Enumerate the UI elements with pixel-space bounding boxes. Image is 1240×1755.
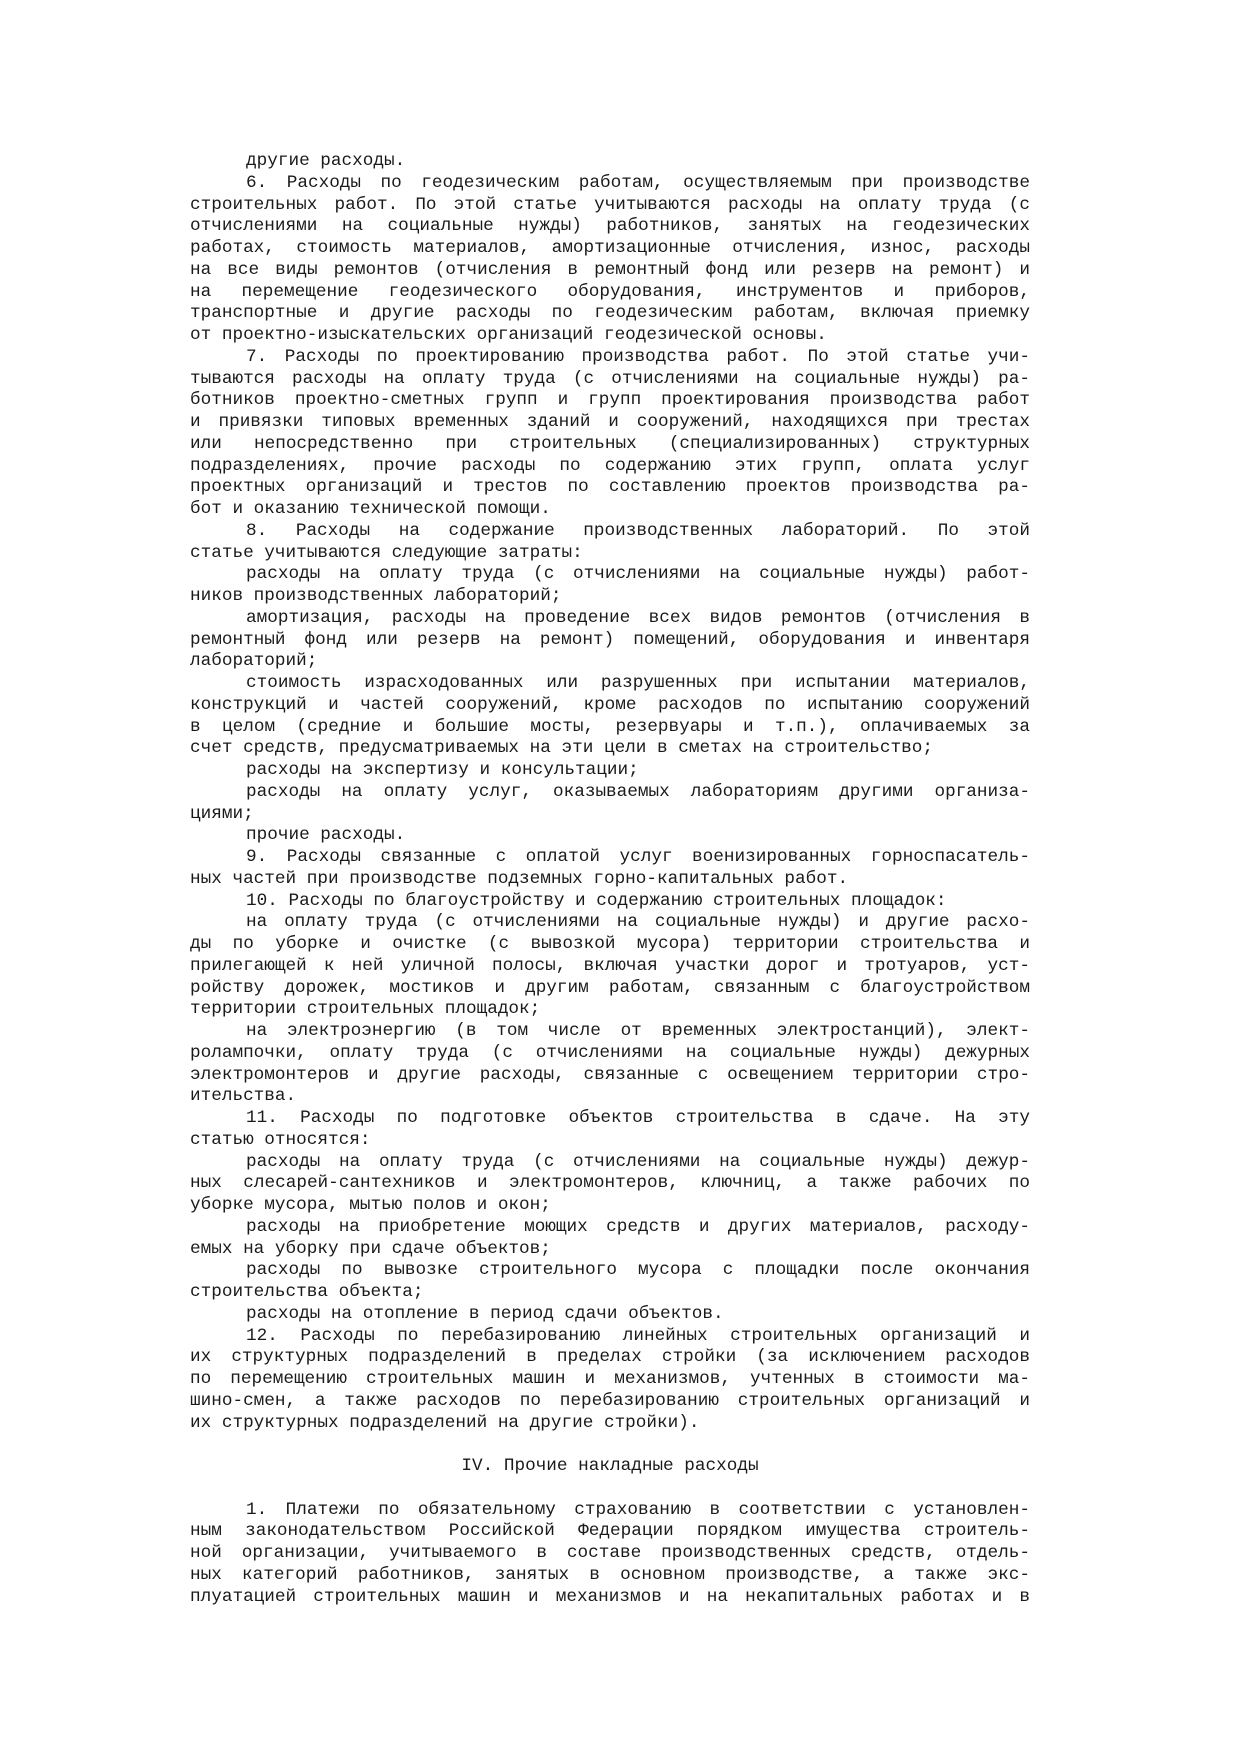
text-line: ной организации, учитываемого в составе производственных средств, отдель-	[190, 1543, 1030, 1563]
text-line: от проектно-изыскательских организаций геодезической основы.	[190, 325, 827, 345]
text-line: плуатацией строительных машин и механизмов и на некапитальных работах и в	[190, 1586, 1030, 1607]
text-line: тываются расходы на оплату труда (с отчислениями на социальные нужды) ра-	[190, 368, 1030, 389]
text-line: ительства.	[190, 1086, 297, 1107]
text-line: на перемещение геодезического оборудования, инструментов и приборов,	[190, 281, 1030, 302]
text-line: уборке мусора, мытью полов и окон;	[190, 1195, 551, 1215]
text-line: по перемещению строительных машин и механизмов, учтенных в стоимости ма-	[190, 1369, 1030, 1389]
text-line: статье учитываются следующие затраты:	[190, 542, 583, 563]
section-heading: IV. Прочие накладные расходы	[461, 1456, 759, 1476]
text-line: или непосредственно при строительных (специализированных) структурных	[190, 433, 1030, 454]
text-line: лабораторий;	[190, 651, 318, 672]
text-line: на электроэнергию (в том числе от временных электростанций), элект-	[246, 1021, 1030, 1041]
blank-line	[190, 1478, 1030, 1500]
text-line: ников производственных лабораторий;	[190, 586, 562, 606]
text-line: счет средств, предусматриваемых на эти цели в сметах на строительство;	[190, 738, 933, 759]
text-line: расходы по вывозке строительного мусора с площадки после окончания	[246, 1260, 1030, 1281]
text-line: электромонтеров и другие расходы, связанные с освещением территории стро-	[190, 1064, 1030, 1085]
text-line: расходы на оплату услуг, оказываемых лабораториям другими организа-	[246, 781, 1030, 802]
text-line: шино-смен, а также расходов по перебазированию строительных организаций и	[190, 1390, 1030, 1411]
text-line: и привязки типовых временных зданий и сооружений, находящихся при трестах	[190, 412, 1030, 432]
text-line: ных слесарей-сантехников и электромонтеров, ключниц, а также рабочих по	[190, 1173, 1030, 1194]
text-line: в целом (средние и большие мосты, резервуары и т.п.), оплачиваемых за	[190, 716, 1030, 737]
text-line: 11. Расходы по подготовке объектов строительства в сдаче. На эту	[246, 1108, 1030, 1128]
text-line: строительных работ. По этой статье учитываются расходы на оплату труда (с	[190, 194, 1030, 215]
text-line: проектных организаций и трестов по составлению проектов производства ра-	[190, 477, 1030, 498]
text-line: расходы на приобретение моющих средств и других материалов, расходу-	[246, 1216, 1030, 1237]
text-line: расходы на оплату труда (с отчислениями на социальные нужды) дежур-	[246, 1151, 1030, 1172]
text-line: 8. Расходы на содержание производственных лабораторий. По этой	[246, 520, 1030, 541]
text-line: строительства объекта;	[190, 1282, 424, 1302]
text-line: 1. Платежи по обязательному страхованию в соответствии с установлен-	[246, 1499, 1030, 1520]
text-line: на оплату труда (с отчислениями на социальные нужды) и другие расхо-	[246, 912, 1030, 933]
text-line: работах, стоимость материалов, амортизационные отчисления, износ, расходы	[190, 238, 1030, 258]
text-line: расходы на отопление в период сдачи объектов.	[246, 1303, 724, 1324]
text-line: отчислениями на социальные нужды) работников, занятых на геодезических	[190, 216, 1030, 237]
text-line: их структурных подразделений на другие стройки).	[190, 1412, 700, 1433]
document-body	[190, 151, 1030, 1434]
text-line: циями;	[190, 803, 254, 824]
text-line: ройству дорожек, мостиков и другим работам, связанным с благоустройством	[190, 977, 1030, 998]
text-line: ным законодательством Российской Федерации порядком имущества строитель-	[190, 1521, 1030, 1542]
text-line: 9. Расходы связанные с оплатой услуг военизированных горноспасатель-	[246, 847, 1030, 867]
text-line: 10. Расходы по благоустройству и содержанию строительных площадок:	[246, 890, 947, 911]
text-line: 12. Расходы по перебазированию линейных строительных организаций и	[246, 1325, 1030, 1346]
text-line: расходы на экспертизу и консультации;	[246, 760, 639, 780]
text-line: транспортные и другие расходы по геодезическим работам, включая приемку	[190, 303, 1030, 324]
text-line: подразделениях, прочие расходы по содержанию этих групп, оплата услуг	[190, 455, 1030, 476]
text-line: бот и оказанию технической помощи.	[190, 499, 551, 519]
text-line: ремонтный фонд или резерв на ремонт) помещений, оборудования и инвентаря	[190, 629, 1030, 650]
text-line: расходы на оплату труда (с отчислениями на социальные нужды) работ-	[246, 564, 1030, 585]
text-line: стоимость израсходованных или разрушенных при испытании материалов,	[246, 673, 1030, 693]
document-page	[190, 151, 1030, 1608]
text-line: ных категорий работников, занятых в основном производстве, а также экс-	[190, 1564, 1030, 1585]
blank-line	[190, 1434, 1030, 1456]
section-body	[190, 1500, 1030, 1609]
text-line: 7. Расходы по проектированию производства работ. По этой статье учи-	[246, 346, 1030, 367]
text-line: ролампочки, оплату труда (с отчислениями на социальные нужды) дежурных	[190, 1042, 1030, 1063]
text-line: другие расходы.	[246, 151, 406, 171]
text-line: статью относятся:	[190, 1129, 371, 1150]
text-line: территории строительных площадок;	[190, 999, 541, 1020]
text-line: их структурных подразделений в пределах стройки (за исключением расходов	[190, 1347, 1030, 1368]
text-line: ды по уборке и очистке (с вывозкой мусора) территории строительства и	[190, 934, 1030, 954]
text-line: прилегающей к ней уличной полосы, включая участки дорог и тротуаров, уст-	[190, 955, 1030, 976]
text-line: амортизация, расходы на проведение всех видов ремонтов (отчисления в	[246, 607, 1030, 628]
text-line: ных частей при производстве подземных горно-капитальных работ.	[190, 868, 849, 889]
text-line: конструкций и частей сооружений, кроме расходов по испытанию сооружений	[190, 694, 1030, 715]
text-line: 6. Расходы по геодезическим работам, осуществляемым при производстве	[246, 172, 1030, 193]
text-line: емых на уборку при сдаче объектов;	[190, 1238, 551, 1259]
text-line: прочие расходы.	[246, 825, 406, 846]
text-line: на все виды ремонтов (отчисления в ремонтный фонд или резерв на ремонт) и	[190, 259, 1030, 280]
text-line: ботников проектно-сметных групп и групп проектирования производства работ	[190, 390, 1030, 411]
